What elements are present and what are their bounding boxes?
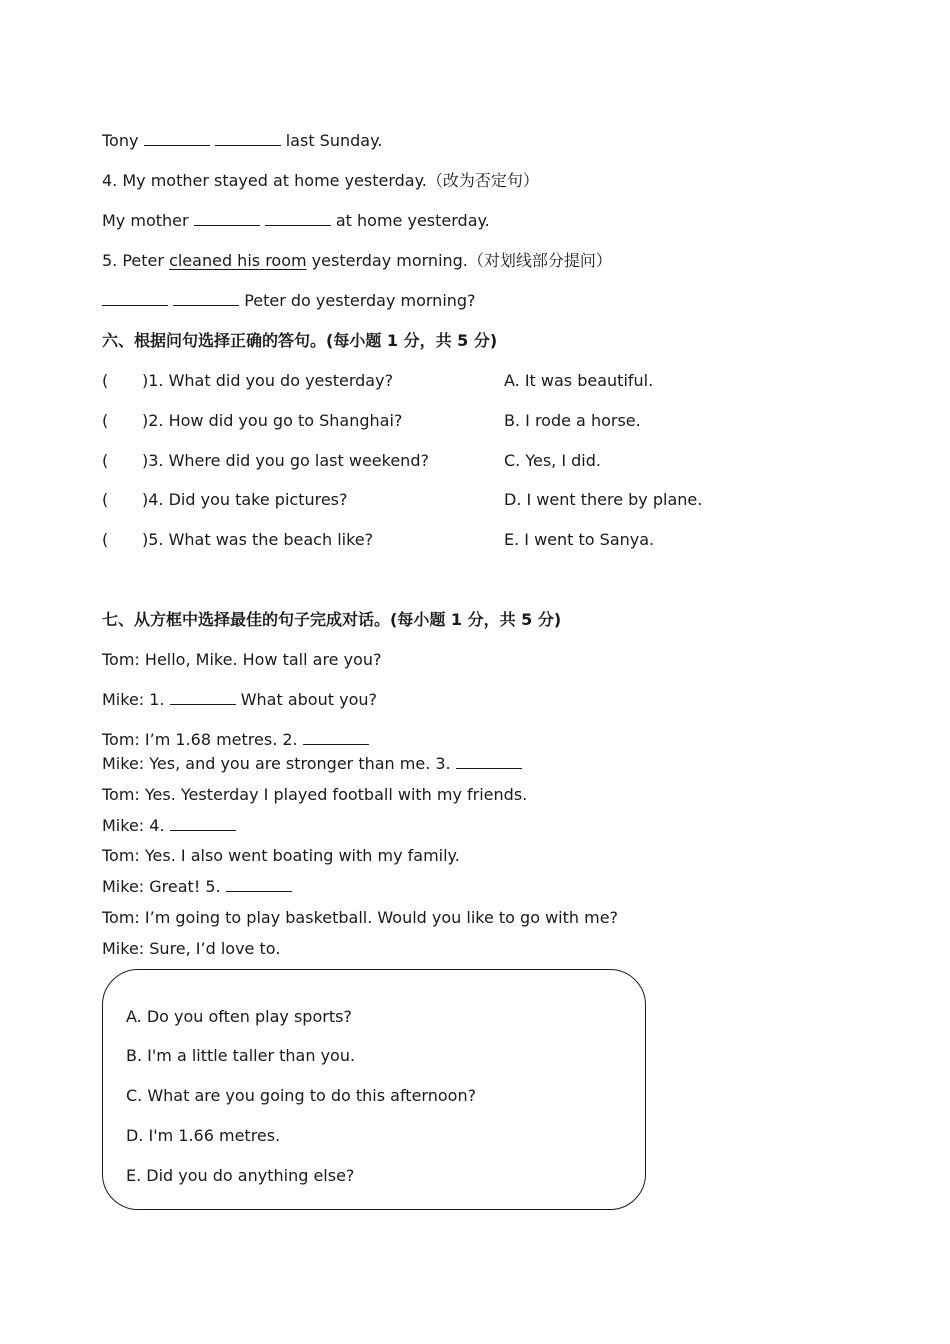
option-item: A. Do you often play sports?: [126, 1007, 352, 1026]
answer-blank[interactable]: [456, 754, 522, 769]
answer-blank[interactable]: [194, 211, 260, 226]
dialogue-line: [102, 754, 522, 774]
match-question: [102, 530, 373, 550]
answer-blank[interactable]: [215, 131, 281, 146]
tony-answer-line: [102, 131, 382, 151]
question-text: )4. Did you take pictures?: [142, 490, 348, 509]
line-text: Tony: [102, 131, 139, 150]
answer-blank[interactable]: [170, 816, 236, 831]
line-text: last Sunday.: [285, 131, 383, 150]
match-question: [102, 451, 429, 471]
section-7-heading: 七、从方框中选择最佳的句子完成对话。(每小题 1 分，共 5 分): [102, 610, 562, 629]
dialogue-line: [102, 816, 236, 836]
line-text: Mike: 4.: [102, 816, 165, 835]
underlined-phrase: cleaned his room: [169, 251, 307, 270]
line-text: 5. Peter: [102, 251, 164, 270]
answer-blank[interactable]: [144, 131, 210, 146]
question-text: )2. How did you go to Shanghai?: [142, 411, 403, 430]
match-answer: E. I went to Sanya.: [504, 530, 655, 549]
option-item: C. What are you going to do this afternoon?: [126, 1086, 477, 1105]
dialogue-line: Tom: I’m going to play basketball. Would you like to go with me?: [102, 908, 619, 927]
answer-blank[interactable]: [102, 291, 168, 306]
match-question: [102, 411, 402, 431]
dialogue-line: Mike: Sure, I’d love to.: [102, 939, 281, 958]
dialogue-line: Tom: Yes. I also went boating with my family.: [102, 846, 460, 865]
line-text: What about you?: [240, 690, 377, 709]
question-5: [102, 251, 612, 271]
answer-blank[interactable]: [265, 211, 331, 226]
match-answer: D. I went there by plane.: [504, 490, 703, 509]
option-item: E. Did you do anything else?: [126, 1166, 355, 1185]
question-text: )1. What did you do yesterday?: [142, 371, 394, 390]
answer-blank[interactable]: [226, 877, 292, 892]
answer-bracket[interactable]: (: [102, 490, 109, 509]
option-item: B. I'm a little taller than you.: [126, 1046, 356, 1065]
question-text: )5. What was the beach like?: [142, 530, 374, 549]
line-text: My mother: [102, 211, 189, 230]
question-4: 4. My mother stayed at home yesterday.（改为否定句）: [102, 171, 539, 190]
question-text: )3. Where did you go last weekend?: [142, 451, 429, 470]
match-answer: B. I rode a horse.: [504, 411, 641, 430]
answer-bracket[interactable]: (: [102, 411, 109, 430]
question-5-answer-line: [102, 291, 476, 311]
line-text: yesterday morning.（对划线部分提问）: [311, 251, 612, 270]
line-text: Mike: Great! 5.: [102, 877, 221, 896]
answer-blank[interactable]: [173, 291, 239, 306]
line-text: Mike: Yes, and you are stronger than me. 3.: [102, 754, 451, 773]
dialogue-line: [102, 877, 292, 897]
line-text: Tom: I’m 1.68 metres. 2.: [102, 730, 298, 749]
dialogue-line: Tom: Hello, Mike. How tall are you?: [102, 650, 382, 669]
section-6-heading: 六、根据问句选择正确的答句。(每小题 1 分，共 5 分): [102, 331, 498, 350]
match-answer: C. Yes, I did.: [504, 451, 601, 470]
line-text: Peter do yesterday morning?: [244, 291, 476, 310]
line-text: at home yesterday.: [335, 211, 490, 230]
dialogue-line: [102, 690, 377, 710]
line-text: Mike: 1.: [102, 690, 165, 709]
answer-bracket[interactable]: (: [102, 371, 109, 390]
option-item: D. I'm 1.66 metres.: [126, 1126, 281, 1145]
dialogue-line: [102, 730, 369, 750]
answer-bracket[interactable]: (: [102, 530, 109, 549]
answer-blank[interactable]: [303, 730, 369, 745]
question-4-answer-line: [102, 211, 490, 231]
match-question: [102, 490, 348, 510]
dialogue-line: Tom: Yes. Yesterday I played football with my friends.: [102, 785, 528, 804]
match-question: [102, 371, 393, 391]
match-answer: A. It was beautiful.: [504, 371, 654, 390]
answer-bracket[interactable]: (: [102, 451, 109, 470]
answer-blank[interactable]: [170, 690, 236, 705]
